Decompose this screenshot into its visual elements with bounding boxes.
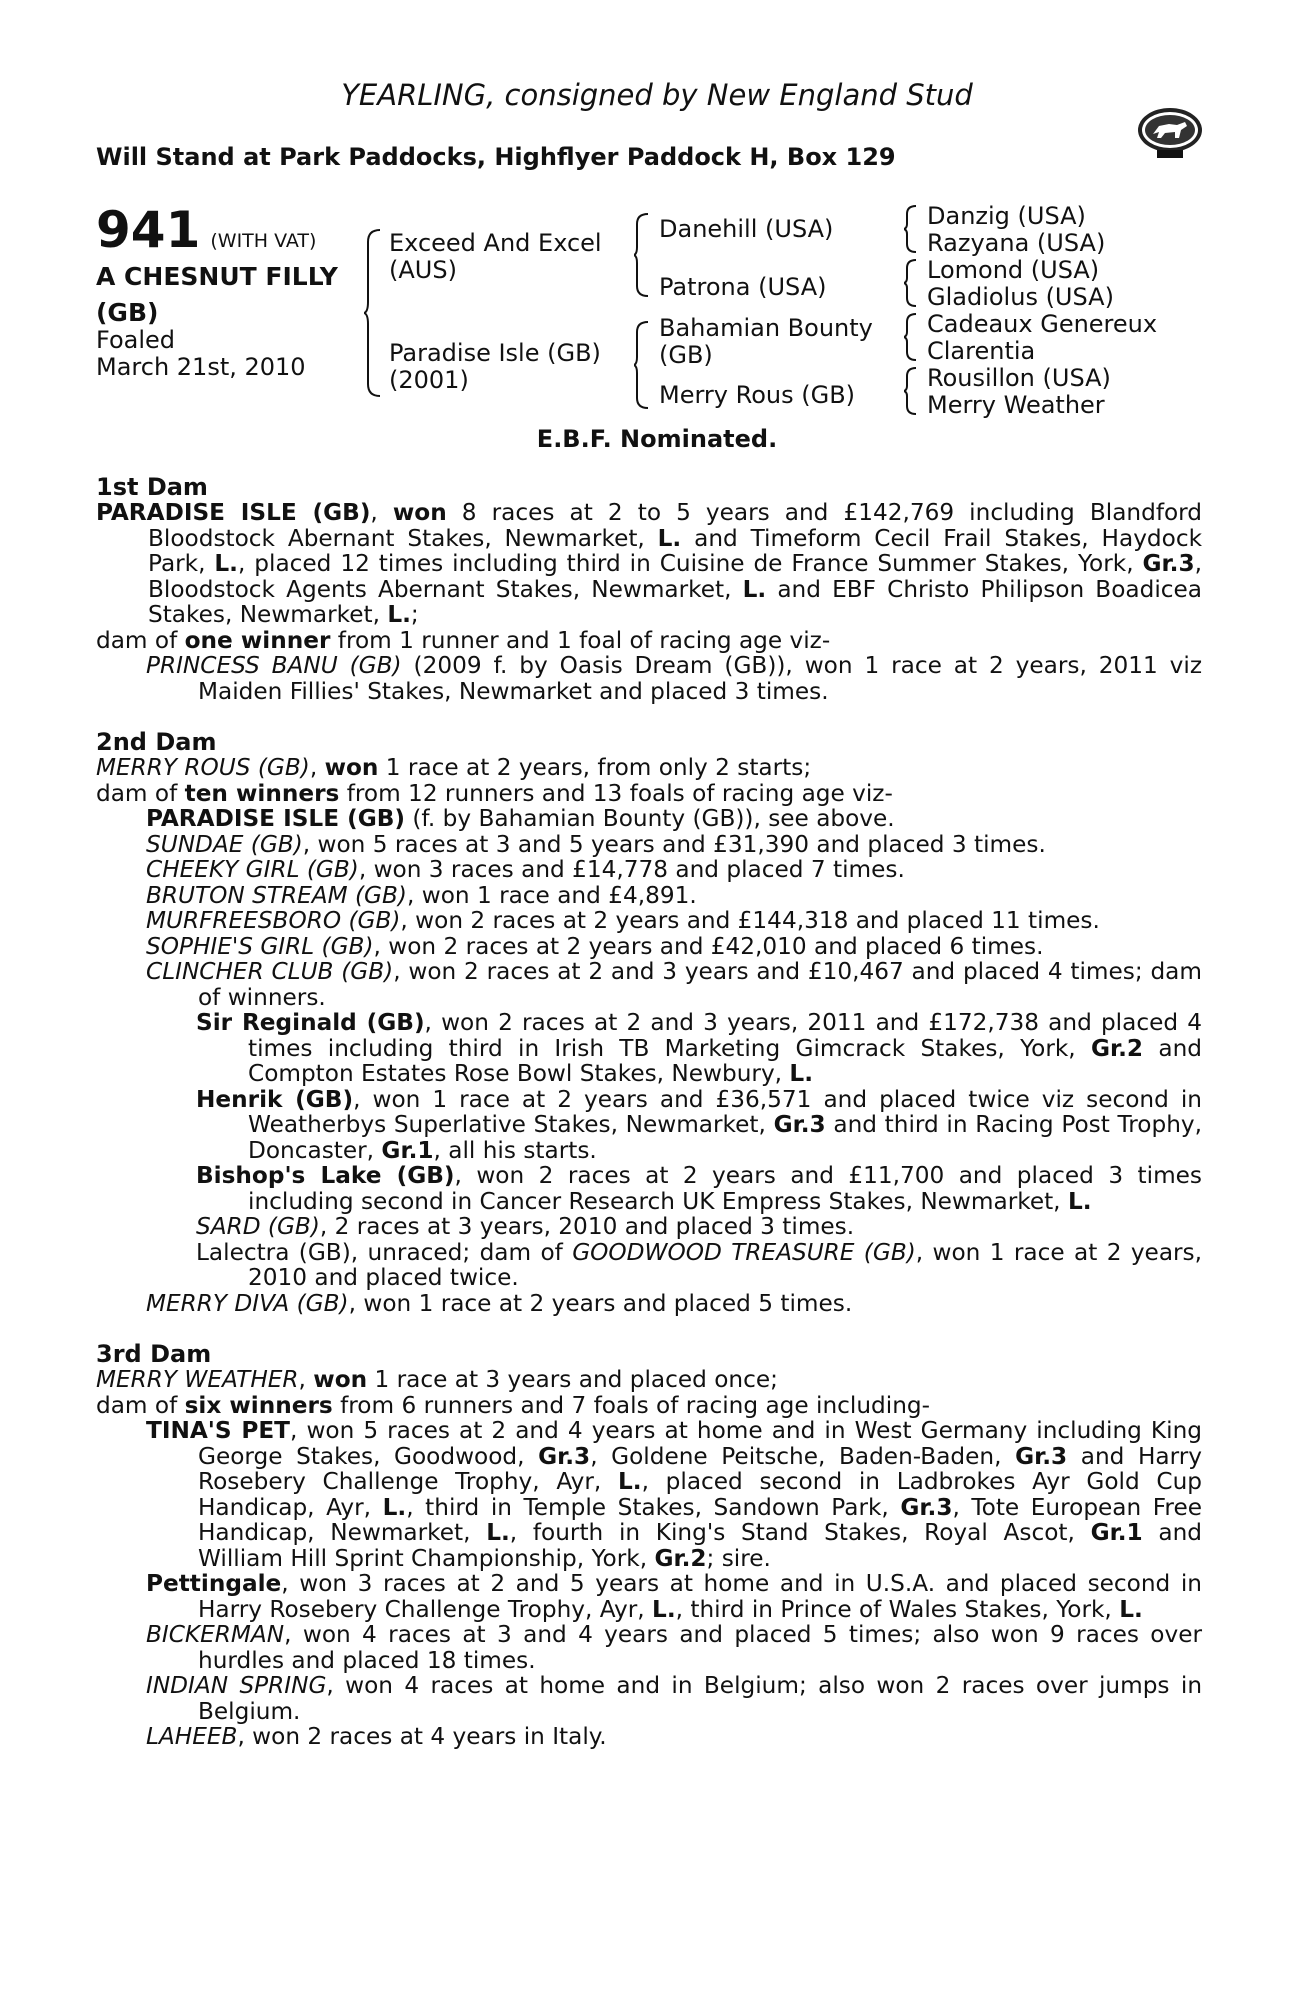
first-dam-record: PARADISE ISLE (GB), won 8 races at 2 to 5 years and £142,769 including Blandford Bloodstock Abernant Stakes, Newmarket, L. and Timeform Cecil Frail Stakes, Haydock Park, L., placed 12 times including third in Cuisine de France Summer Stakes, York, Gr.3, Bloodstock Agents Abernant Stakes, Newmarket, L. and EBF Christo Philipson Boadicea Stakes, Newmarket, L.;	[96, 499, 1203, 628]
pedigree-brace-dd	[904, 366, 918, 416]
third-dam-produce-5: LAHEEB, won 2 races at 4 years in Italy.	[146, 1723, 607, 1750]
grand-produce-2: Henrik (GB), won 1 race at 2 years and £36,571 and placed twice viz second in Weatherbys Superlative Stakes, Newmarket, Gr.3 and third in Racing Post Trophy, Doncaster, Gr.1, all his starts.	[196, 1085, 1202, 1164]
consignment-line: YEARLING, consigned by New England Stud	[341, 78, 973, 112]
first-dam-produce-1: PRINCESS BANU (GB) (2009 f. by Oasis Dream (GB)), won 1 race at 2 years, 2011 viz Maiden Fillies' Stakes, Newmarket and placed 3 times.	[146, 652, 1203, 705]
second-dam-produce-5: MURFREESBORO (GB), won 2 races at 2 years and £144,318 and placed 11 times.	[146, 907, 1100, 934]
lot-title-suffix: (GB)	[96, 298, 159, 327]
dam-sire-dam: Clarentia	[927, 337, 1036, 365]
grand-produce-5: Lalectra (GB), unraced; dam of GOODWOOD TREASURE (GB), won 1 race at 2 years, 2010 and placed twice.	[196, 1238, 1203, 1291]
grand-produce-3: Bishop's Lake (GB), won 2 races at 2 years and £11,700 and placed 3 times including second in Cancer Research UK Empress Stakes, Newmarket, L.	[196, 1162, 1203, 1215]
third-dam-produce-1: TINA'S PET, won 5 races at 2 and 4 years at home and in West Germany including King George Stakes, Goodwood, Gr.3, Goldene Peitsche, Baden-Baden, Gr.3 and Harry Rosebery Challenge Trophy, Ayr, L., placed second in Ladbrokes Ayr Gold Cup Handicap, Ayr, L., third in Temple Stakes, Sandown Park, Gr.3, Tote European Free Handicap, Newmarket, L., fourth in King's Stand Stakes, Royal Ascot, Gr.1 and William Hill Sprint Championship, York, Gr.2; sire.	[146, 1417, 1203, 1572]
pedigree-brace-sire	[634, 212, 650, 298]
pedigree-brace-sd	[904, 258, 918, 308]
grand-produce-4: SARD (GB), 2 races at 3 years, 2010 and placed 3 times.	[196, 1213, 855, 1240]
second-dam-produce-3: CHEEKY GIRL (GB), won 3 races and £14,778 and placed 7 times.	[146, 856, 905, 883]
third-dam-produce-summary: dam of six winners from 6 runners and 7 foals of racing age including-	[96, 1391, 930, 1419]
second-dam-produce-8: MERRY DIVA (GB), won 1 race at 2 years and placed 5 times.	[146, 1289, 853, 1317]
dam-dam-sire: Rousillon (USA)	[927, 364, 1111, 392]
second-dam-produce-7: CLINCHER CLUB (GB), won 2 races at 2 and 3 years and £10,467 and placed 4 times; dam of winners.	[146, 958, 1202, 1011]
sire-dam: Patrona (USA)	[659, 273, 827, 301]
dam-dam: Merry Rous (GB)	[659, 381, 856, 409]
second-dam-produce-6: SOPHIE'S GIRL (GB), won 2 races at 2 years and £42,010 and placed 6 times.	[146, 932, 1044, 960]
sire-dam-sire: Lomond (USA)	[927, 256, 1100, 284]
third-dam-record: MERRY WEATHER, won 1 race at 3 years and placed once;	[96, 1366, 778, 1393]
lot-number: 941	[96, 201, 201, 259]
second-dam-produce-2: SUNDAE (GB), won 5 races at 3 and 5 years and £31,390 and placed 3 times.	[146, 830, 1046, 858]
grand-produce-1: Sir Reginald (GB), won 2 races at 2 and 3 years, 2011 and £172,738 and placed 4 times including third in Irish TB Marketing Gimcrack Stakes, York, Gr.2 and Compton Estates Rose Bowl Stakes, Newbury, L.	[196, 1009, 1202, 1087]
second-dam-record: MERRY ROUS (GB), won 1 race at 2 years, from only 2 starts;	[96, 754, 812, 781]
foaled-date: March 21st, 2010	[96, 353, 306, 381]
vat-note: (WITH VAT)	[210, 230, 317, 252]
third-dam-produce-2: Pettingale, won 3 races at 2 and 5 years at home and in U.S.A. and placed second in Harry Rosebery Challenge Trophy, Ayr, L., third in Prince of Wales Stakes, York, L.	[146, 1570, 1202, 1623]
dam-sire: Bahamian Bounty (GB)	[659, 314, 873, 369]
pedigree-brace-main	[364, 228, 382, 398]
foaled-label: Foaled	[96, 326, 176, 354]
dam-dam-dam: Merry Weather	[927, 391, 1105, 419]
second-dam-produce-1: PARADISE ISLE (GB) (f. by Bahamian Bounty (GB)), see above.	[146, 805, 895, 832]
first-dam-produce-summary: dam of one winner from 1 runner and 1 foal of racing age viz-	[96, 626, 831, 654]
lot-info	[96, 201, 366, 381]
catalogue-body	[96, 474, 1202, 1750]
pedigree-brace-ds	[904, 312, 918, 362]
second-dam-produce-4: BRUTON STREAM (GB), won 1 race and £4,891.	[146, 881, 697, 909]
lot-title: A CHESNUT FILLY	[96, 262, 338, 291]
second-dam-produce-summary: dam of ten winners from 12 runners and 13 foals of racing age viz-	[96, 779, 893, 807]
third-dam-produce-3: BICKERMAN, won 4 races at 3 and 4 years and placed 5 times; also won 9 races over hurdles and placed 18 times.	[146, 1621, 1202, 1674]
dam-name: Paradise Isle (GB) (2001)	[389, 339, 601, 394]
sire-dam-dam: Gladiolus (USA)	[927, 283, 1114, 311]
dam-sire-sire: Cadeaux Genereux	[927, 310, 1158, 338]
pedigree-brace-dam	[634, 320, 650, 410]
sire-sire: Danehill (USA)	[659, 215, 834, 243]
second-dam-heading: 2nd Dam	[96, 728, 217, 756]
third-dam-heading: 3rd Dam	[96, 1340, 212, 1368]
pedigree-brace-ss	[904, 204, 918, 254]
yearling-bonus-badge-icon	[1135, 100, 1205, 160]
sire-sire-dam: Razyana (USA)	[927, 229, 1106, 257]
sire-name: Exceed And Excel (AUS)	[389, 229, 602, 284]
third-dam-produce-4: INDIAN SPRING, won 4 races at home and in Belgium; also won 2 races over jumps in Belgium.	[146, 1672, 1203, 1725]
sire-sire-sire: Danzig (USA)	[927, 202, 1086, 230]
first-dam-heading: 1st Dam	[96, 473, 208, 501]
stand-location: Will Stand at Park Paddocks, Highflyer Paddock H, Box 129	[96, 143, 896, 171]
ebf-nomination: E.B.F. Nominated.	[536, 425, 778, 453]
